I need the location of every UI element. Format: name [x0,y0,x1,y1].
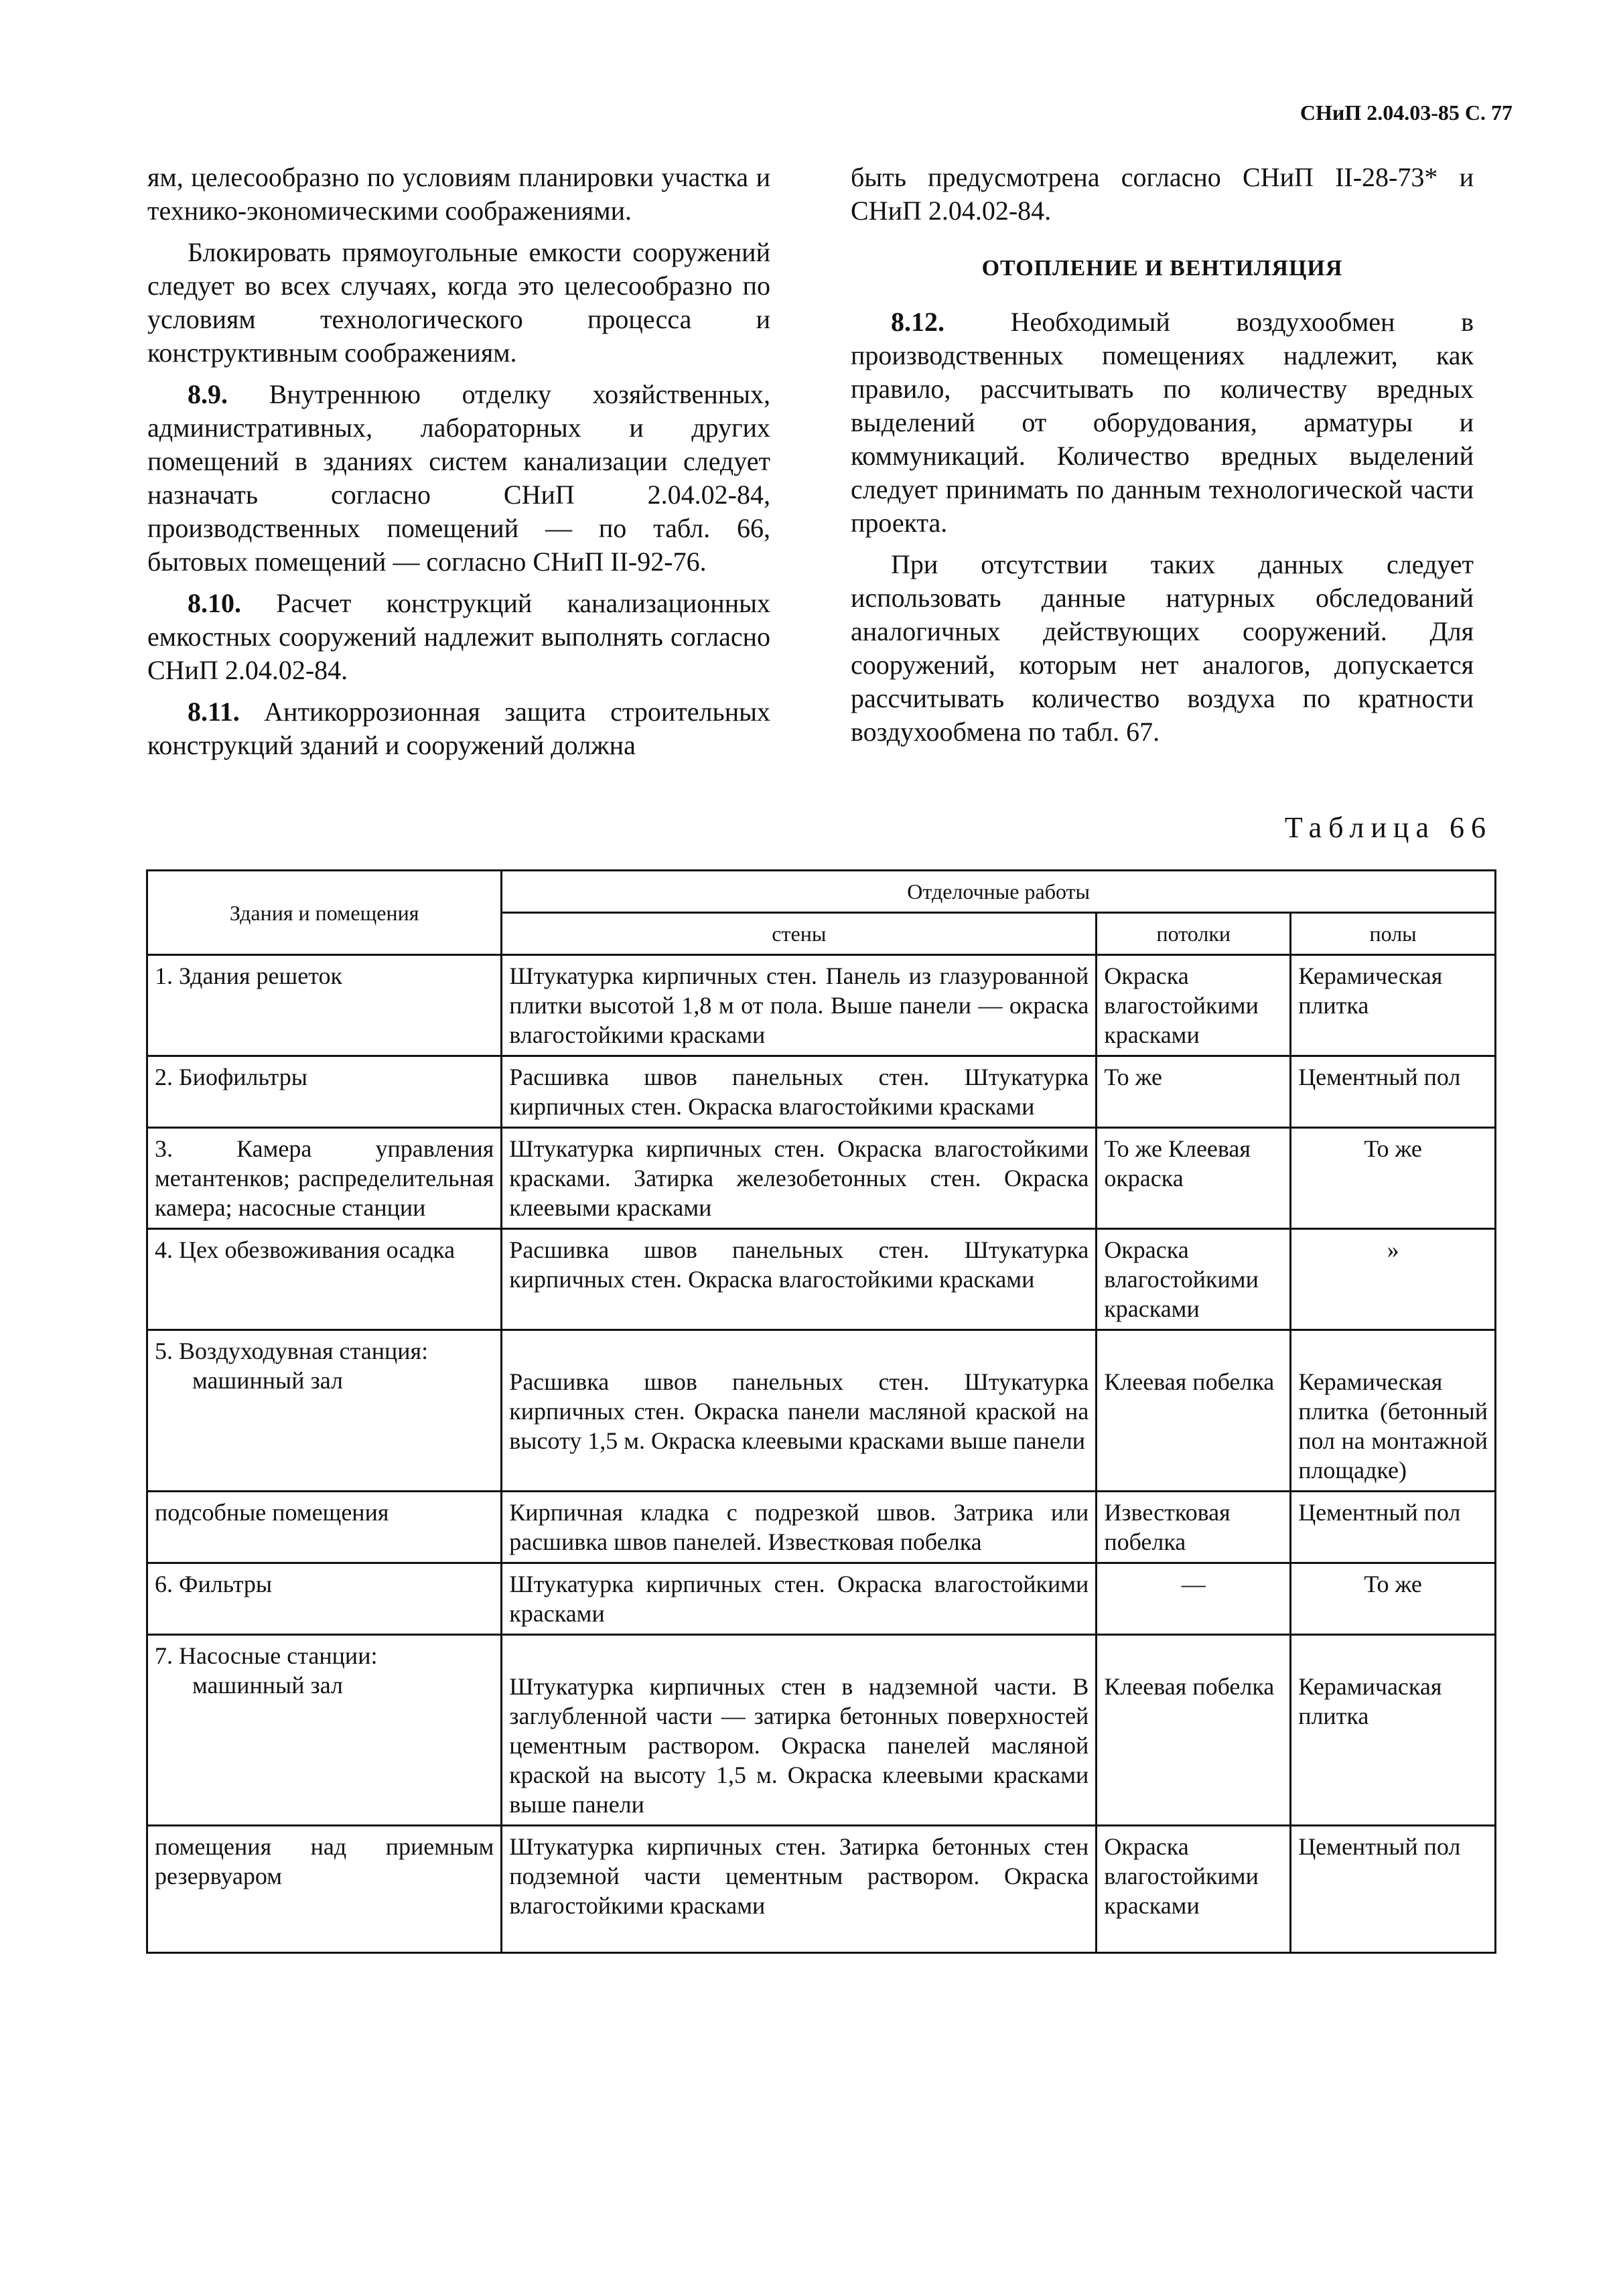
paragraph: ям, целесообразно по условиям планировки участка и технико-экономическими соображениями. [147,162,770,226]
cell-walls [502,1330,1097,1492]
cell-walls-text: Штукатурка кирпичных стен в надземной части. В заглубленной части — затирка бетонных поверхностей цементным раствором. Окраска панелей масляной краской на высоту 1,5 м. Окраска клеевыми красками выше панели [509,1673,1089,1818]
cell-building: 2. Биофильтры [147,1056,502,1128]
cell-floors: Керамическая плитка [1291,955,1496,1056]
spacer [509,1641,1089,1672]
cell-walls: Расшивка швов панельных стен. Штукатурка кирпичных стен. Окраска влагостойкими красками [502,1229,1097,1330]
cell-ceilings: Известковая побелка [1097,1492,1291,1563]
clause-number: 8.12. [891,307,944,337]
cell-walls: Штукатурка кирпичных стен. Затирка бетонных стен подземной части цементным раствором. Окраска влагостойкими красками [502,1826,1097,1953]
cell-ceilings-text: Клеевая побелка [1104,1368,1275,1395]
clause-number: 8.9. [188,379,228,409]
clause-number: 8.10. [188,588,241,618]
cell-walls: Штукатурка кирпичных стен. Окраска влагостойкими красками. Затирка железобетонных стен. Окраска клеевыми красками [502,1128,1097,1229]
table-row [147,1056,1496,1128]
building-subitem: машинный зал [192,1672,343,1699]
header-finishing-works: Отделочные работы [502,871,1496,913]
cell-building: 6. Фильтры [147,1563,502,1635]
table-row [147,1128,1496,1229]
table-header-row [147,871,1496,913]
cell-walls: Штукатурка кирпичных стен. Панель из глазурованной плитки высотой 1,8 м от пола. Выше панели — окраска влагостойкими красками [502,955,1097,1056]
cell-floors [1291,1635,1496,1826]
clause-number: 8.11. [188,697,240,727]
cell-walls-text: Расшивка швов панельных стен. Штукатурка кирпичных стен. Окраска панели масляной краской на высоту 1,5 м. Окраска клеевыми красками выше панели [509,1368,1089,1454]
table-row [147,1563,1496,1635]
cell-walls: Кирпичная кладка с подрезкой швов. Затрика или расшивка швов панелей. Известковая побелка [502,1492,1097,1563]
cell-walls [502,1635,1097,1826]
cell-building: 1. Здания решеток [147,955,502,1056]
header-ceilings: потолки [1097,913,1291,955]
table-row [147,1229,1496,1330]
header-floors: полы [1291,913,1496,955]
cell-building: помещения над приемным резервуаром [147,1826,502,1953]
cell-ceilings: Окраска влагостойкими красками [1097,1826,1291,1953]
spacer [1298,1336,1488,1367]
cell-walls: Расшивка швов панельных стен. Штукатурка кирпичных стен. Окраска влагостойкими красками [502,1056,1097,1128]
paragraph: Блокировать прямоугольные емкости сооружений следует во всех случаях, когда это целесообразно по условиям технологического процесса и конструктивным соображениям. [147,237,770,368]
cell-building [147,1330,502,1492]
cell-ceilings: То же Клеевая окраска [1097,1128,1291,1229]
cell-floors-text: Керамичаская плитка [1298,1673,1442,1729]
cell-building: подсобные помещения [147,1492,502,1563]
cell-ceilings [1097,1635,1291,1826]
cell-ceilings: То же [1097,1056,1291,1128]
cell-ceilings: Окраска влагостойкими красками [1097,1229,1291,1330]
paragraph-8-12 [851,305,1474,540]
cell-building: 4. Цех обезвоживания осадка [147,1229,502,1330]
page-header: СНиП 2.04.03-85 С. 77 [1300,100,1513,125]
cell-floors: » [1291,1229,1496,1330]
cell-floors [1291,1330,1496,1492]
paragraph: быть предусмотрена согласно СНиП II-28-73* и СНиП 2.04.02-84. [851,162,1474,226]
spacer [1298,1641,1488,1672]
cell-floors: То же [1291,1128,1496,1229]
header-walls: стены [502,913,1097,955]
cell-ceilings: — [1097,1563,1291,1635]
spacer [509,1336,1089,1367]
clause-text: Расчет конструкций канализационных емкостных сооружений надлежит выполнять согласно СНиП 2.04.02-84. [147,588,770,685]
section-heading: ОТОПЛЕНИЕ И ВЕНТИЛЯЦИЯ [981,256,1343,281]
table-66 [146,869,1496,1954]
spacer [1104,1336,1283,1367]
spacer [1104,1641,1283,1672]
paragraph-8-11 [147,695,770,762]
table-caption: Таблица 66 [1284,811,1492,844]
cell-ceilings [1097,1330,1291,1492]
clause-text: Антикоррозионная защита строительных конструкций зданий и сооружений должна [147,697,770,760]
cell-ceilings-text: Клеевая побелка [1104,1673,1275,1700]
cell-floors: Цементный пол [1291,1492,1496,1563]
paragraph: При отсутствии таких данных следует использовать данные натурных обследований аналогичных действующих сооружений. Для сооружений, которым нет аналогов, допускается рассчитывать количество воздуха по кратности воздухообмена по табл. 67. [851,549,1474,747]
building-group-label: 5. Воздуходувная станция: [155,1338,429,1364]
paragraph-8-9 [147,378,770,579]
right-column [851,161,1474,757]
cell-floors-text: Керамическая плитка (бетонный пол на монтажной площадке) [1298,1368,1488,1484]
table-row [147,955,1496,1056]
table-row [147,1330,1496,1492]
table-row [147,1635,1496,1826]
table-row [147,1492,1496,1563]
cell-floors: Цементный пол [1291,1826,1496,1953]
paragraph-8-10 [147,587,770,687]
cell-floors: То же [1291,1563,1496,1635]
table-row [147,1826,1496,1953]
cell-walls: Штукатурка кирпичных стен. Окраска влагостойкими красками [502,1563,1097,1635]
left-column [147,161,770,770]
building-subitem: машинный зал [192,1367,343,1394]
cell-ceilings: Окраска влагостойкими красками [1097,955,1291,1056]
cell-building: 3. Камера управления метантенков; распределительная камера; насосные станции [147,1128,502,1229]
clause-text: Внутреннюю отделку хозяйственных, административных, лабораторных и других помещений в зданиях систем канализации следует назначать согласно СНиП 2.04.02-84, производственных помещений — по табл. 66, бытовых помещений — согласно СНиП II-92-76. [147,379,770,577]
header-buildings: Здания и помещения [147,871,502,955]
building-group-label: 7. Насосные станции: [155,1642,378,1669]
cell-building [147,1635,502,1826]
cell-floors: Цементный пол [1291,1056,1496,1128]
clause-text: Необходимый воздухообмен в производственных помещениях надлежит, как правило, рассчитывать по количеству вредных выделений от оборудования, арматуры и коммуникаций. Количество вредных выделений следует принимать по данным технологической части проекта. [851,307,1474,538]
